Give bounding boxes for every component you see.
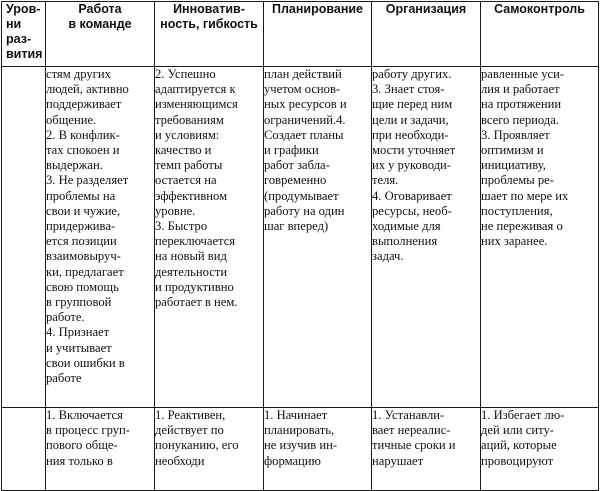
teamwork-cell bbox=[46, 67, 155, 408]
table-row bbox=[2, 408, 599, 491]
header-planning-text: Планирование bbox=[271, 2, 364, 16]
self-control-text: 1. Избегает лю- дей или ситу- аций, которые провоцируют bbox=[481, 408, 565, 468]
innovation-cell bbox=[155, 67, 264, 408]
table-row bbox=[2, 67, 599, 408]
self-control-cell bbox=[481, 67, 599, 408]
teamwork-text: 1. Включается в процесс груп- пового обще- ния только в bbox=[46, 408, 130, 468]
header-levels-text: Уров- ни раз- вития bbox=[6, 2, 43, 61]
innovation-cell bbox=[155, 408, 264, 491]
level-cell bbox=[2, 67, 46, 408]
planning-text: 1. Начинает планировать, не изучив ин- формацию bbox=[264, 408, 338, 468]
innovation-text: 1. Реактивен, действует по понуканию, его необходи bbox=[155, 408, 239, 468]
header-teamwork-text: Работа в команде bbox=[68, 2, 132, 31]
self-control-text: равленные уси- лия и работает на протяжении всего периода. 3. Проявляет оптимизм и инициативу, проблемы ре- шает по мере их поступления, не переживая о них заранее. bbox=[481, 67, 569, 249]
header-organization-text: Организация bbox=[385, 2, 467, 16]
organization-cell bbox=[372, 67, 481, 408]
self-control-cell bbox=[481, 408, 599, 491]
teamwork-text: стям других людей, активно поддерживает общение. 2. В конфлик- тах спокоен и выдержан. 3. Не разделяет проблемы на свои и чужие, придерживa- ется позиции взаимовыруч- ки, предлагает свою помощь в групповой работе. 4. Признает и учитывает свои ошибки в работе bbox=[46, 67, 129, 386]
planning-cell bbox=[264, 67, 372, 408]
header-teamwork bbox=[46, 2, 155, 67]
innovation-text: 2. Успешно адаптируется к изменяющимся требованиям и условиям: качество и темп работы остается на эффективном уровне. 3. Быстро переключается на новый вид деятельности и продуктивно работает в нем. bbox=[155, 67, 238, 310]
header-self-control bbox=[481, 2, 599, 67]
planning-cell bbox=[264, 408, 372, 491]
planning-text: план действий учетом основ- ных ресурсов и ограничений.4. Создает планы и графики работ забла- говременно (продумывает работу на один шаг вперед) bbox=[264, 67, 347, 234]
organization-text: 1. Устанавли- вает нереалис- тичные сроки и нарушает bbox=[372, 408, 456, 468]
header-self-control-text: Самоконтроль bbox=[494, 2, 585, 16]
header-innovation-text: Инноватив- ность, гибкость bbox=[160, 2, 258, 31]
header-innovation bbox=[155, 2, 264, 67]
table-header-row bbox=[2, 2, 599, 67]
teamwork-cell bbox=[46, 408, 155, 491]
organization-text: работу других. 3. Знает стоя- щие перед ним цели и задачи, при необходи- мости уточняет их у руководи- теля. 4. Оговаривает ресурсы, необ- ходимые для выполнения задач. bbox=[372, 67, 456, 264]
competency-table bbox=[1, 1, 599, 491]
level-cell bbox=[2, 408, 46, 491]
header-planning bbox=[264, 2, 372, 67]
organization-cell bbox=[372, 408, 481, 491]
header-organization bbox=[372, 2, 481, 67]
header-levels bbox=[2, 2, 46, 67]
